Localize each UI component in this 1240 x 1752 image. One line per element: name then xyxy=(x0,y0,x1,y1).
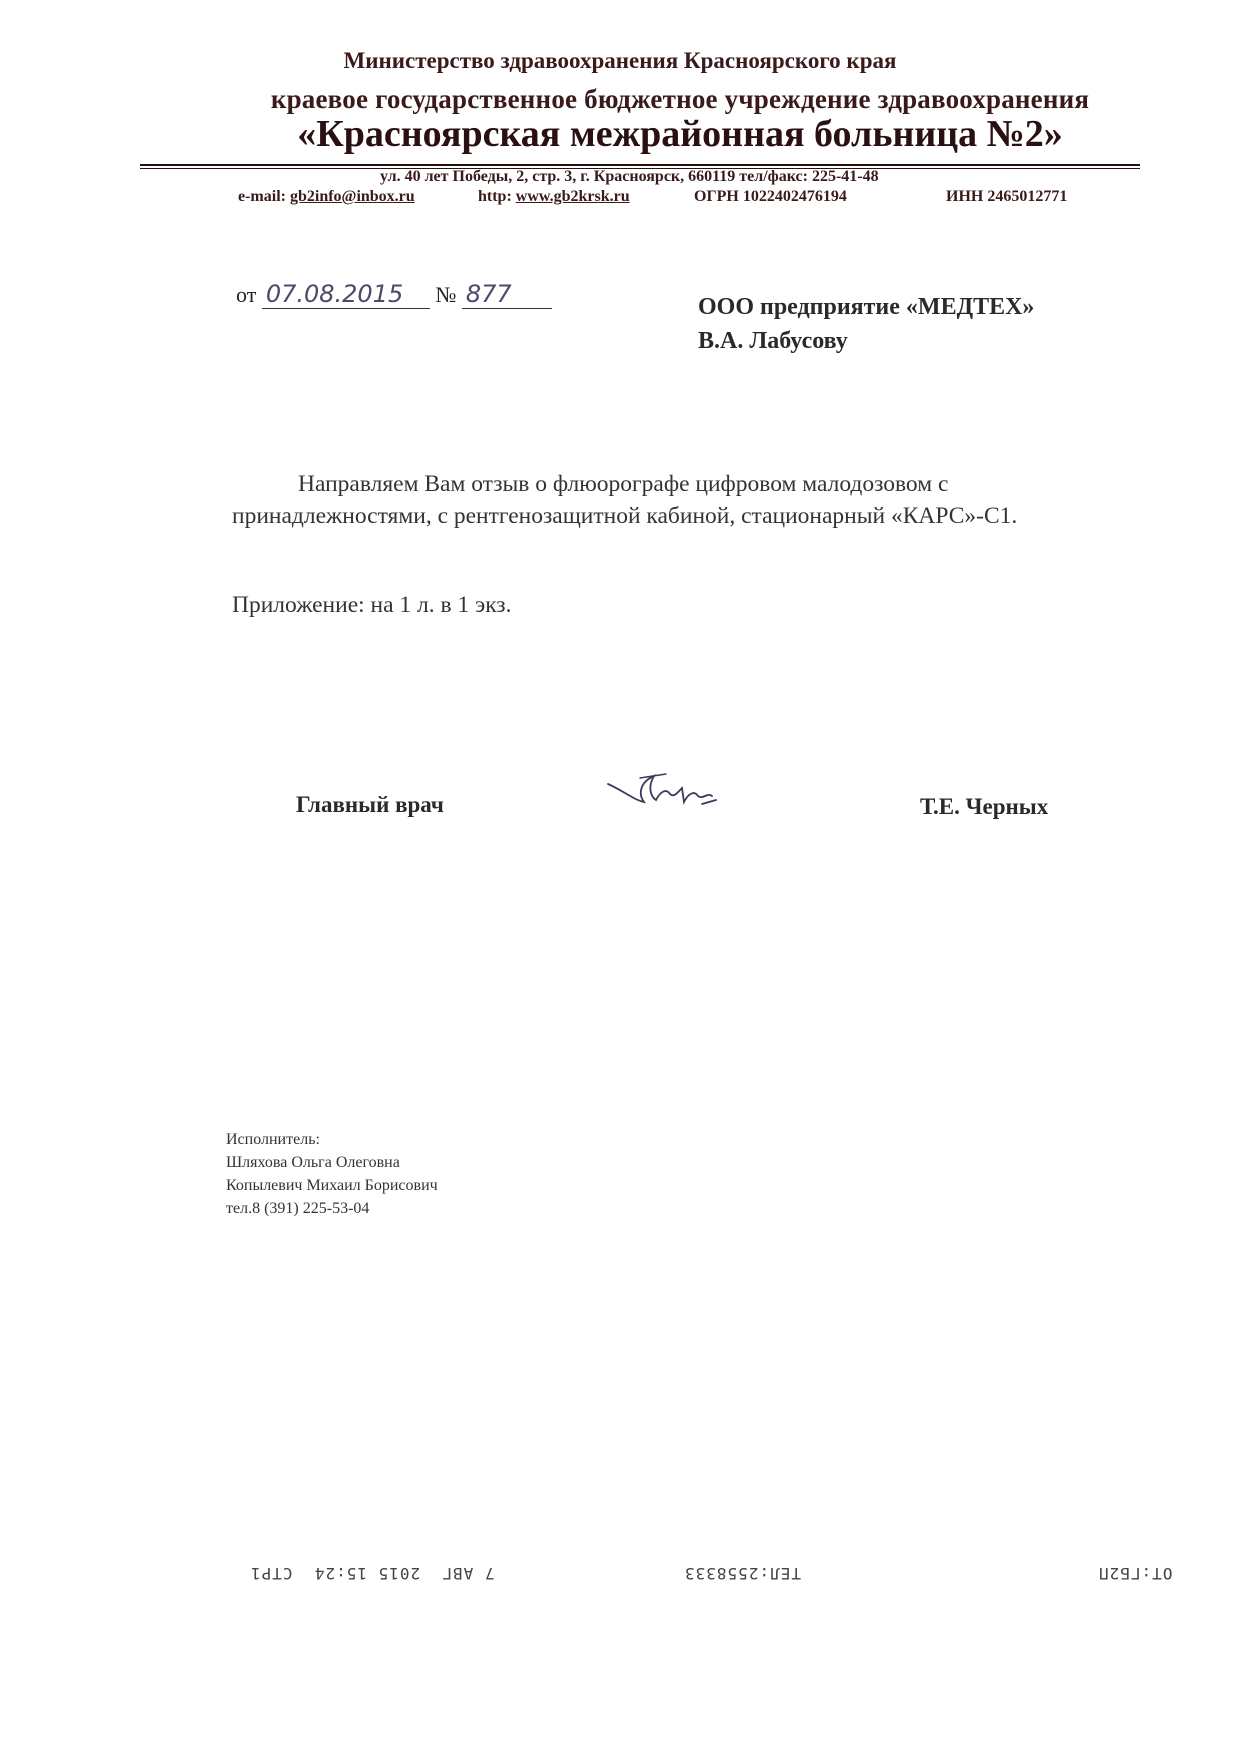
executor-block xyxy=(226,1128,438,1220)
website-link[interactable]: www.gb2krsk.ru xyxy=(515,188,630,205)
letterhead-divider xyxy=(140,164,1140,166)
ogrn: ОГРН 1022402476194 xyxy=(694,188,847,205)
addressee-block xyxy=(698,290,1034,358)
executor-phone: тел.8 (391) 225-53-04 xyxy=(226,1200,370,1217)
addressee-person: В.А. Лабусову xyxy=(698,328,848,354)
attachment-note: Приложение: на 1 л. в 1 экз. xyxy=(232,592,512,618)
addressee-company: ООО предприятие «МЕДТЕХ» xyxy=(698,294,1035,320)
fax-sender: ОТ:ГБ2П xyxy=(1098,1564,1173,1583)
from-label: от xyxy=(236,282,257,307)
body-paragraph: Направляем Вам отзыв о флюорографе цифровом малодозовом с принадлежностями, с рентгенозащитной кабиной, стационарный «КАРС»-С1. xyxy=(232,471,1018,529)
fax-timestamp: 7 АВГ 2015 15:24 СТР1 xyxy=(250,1564,495,1583)
executor-person-1: Шляхова Ольга Олеговна xyxy=(226,1154,400,1171)
letter-date: 07.08.2015 xyxy=(262,280,430,309)
inn: ИНН 2465012771 xyxy=(946,188,1068,205)
handwritten-signature xyxy=(604,766,724,816)
http-label: http: xyxy=(478,188,512,205)
institution-name: «Красноярская межрайонная больница №2» xyxy=(297,113,1063,155)
contact-email xyxy=(238,188,415,206)
ministry-title: Министерство здравоохранения Красноярского края xyxy=(343,48,897,73)
signatory-name: Т.Е. Черных xyxy=(920,794,1049,819)
executor-label: Исполнитель: xyxy=(226,1131,320,1148)
email-label: e-mail: xyxy=(238,188,286,205)
outgoing-reference xyxy=(236,280,552,309)
signatory-title: Главный врач xyxy=(296,792,444,817)
institution-address: ул. 40 лет Победы, 2, стр. 3, г. Красноярск, 660119 тел/факс: 225-41-48 xyxy=(380,168,879,185)
executor-person-2: Копылевич Михаил Борисович xyxy=(226,1177,438,1194)
fax-phone: ТЕЛ:2558333 xyxy=(684,1564,801,1583)
letter-number: 877 xyxy=(462,280,552,309)
contact-website xyxy=(478,188,630,206)
letter-body xyxy=(232,468,1092,532)
number-label: № xyxy=(435,282,457,307)
institution-type: краевое государственное бюджетное учреждение здравоохранения xyxy=(270,84,1090,114)
email-link[interactable]: gb2info@inbox.ru xyxy=(289,188,415,205)
